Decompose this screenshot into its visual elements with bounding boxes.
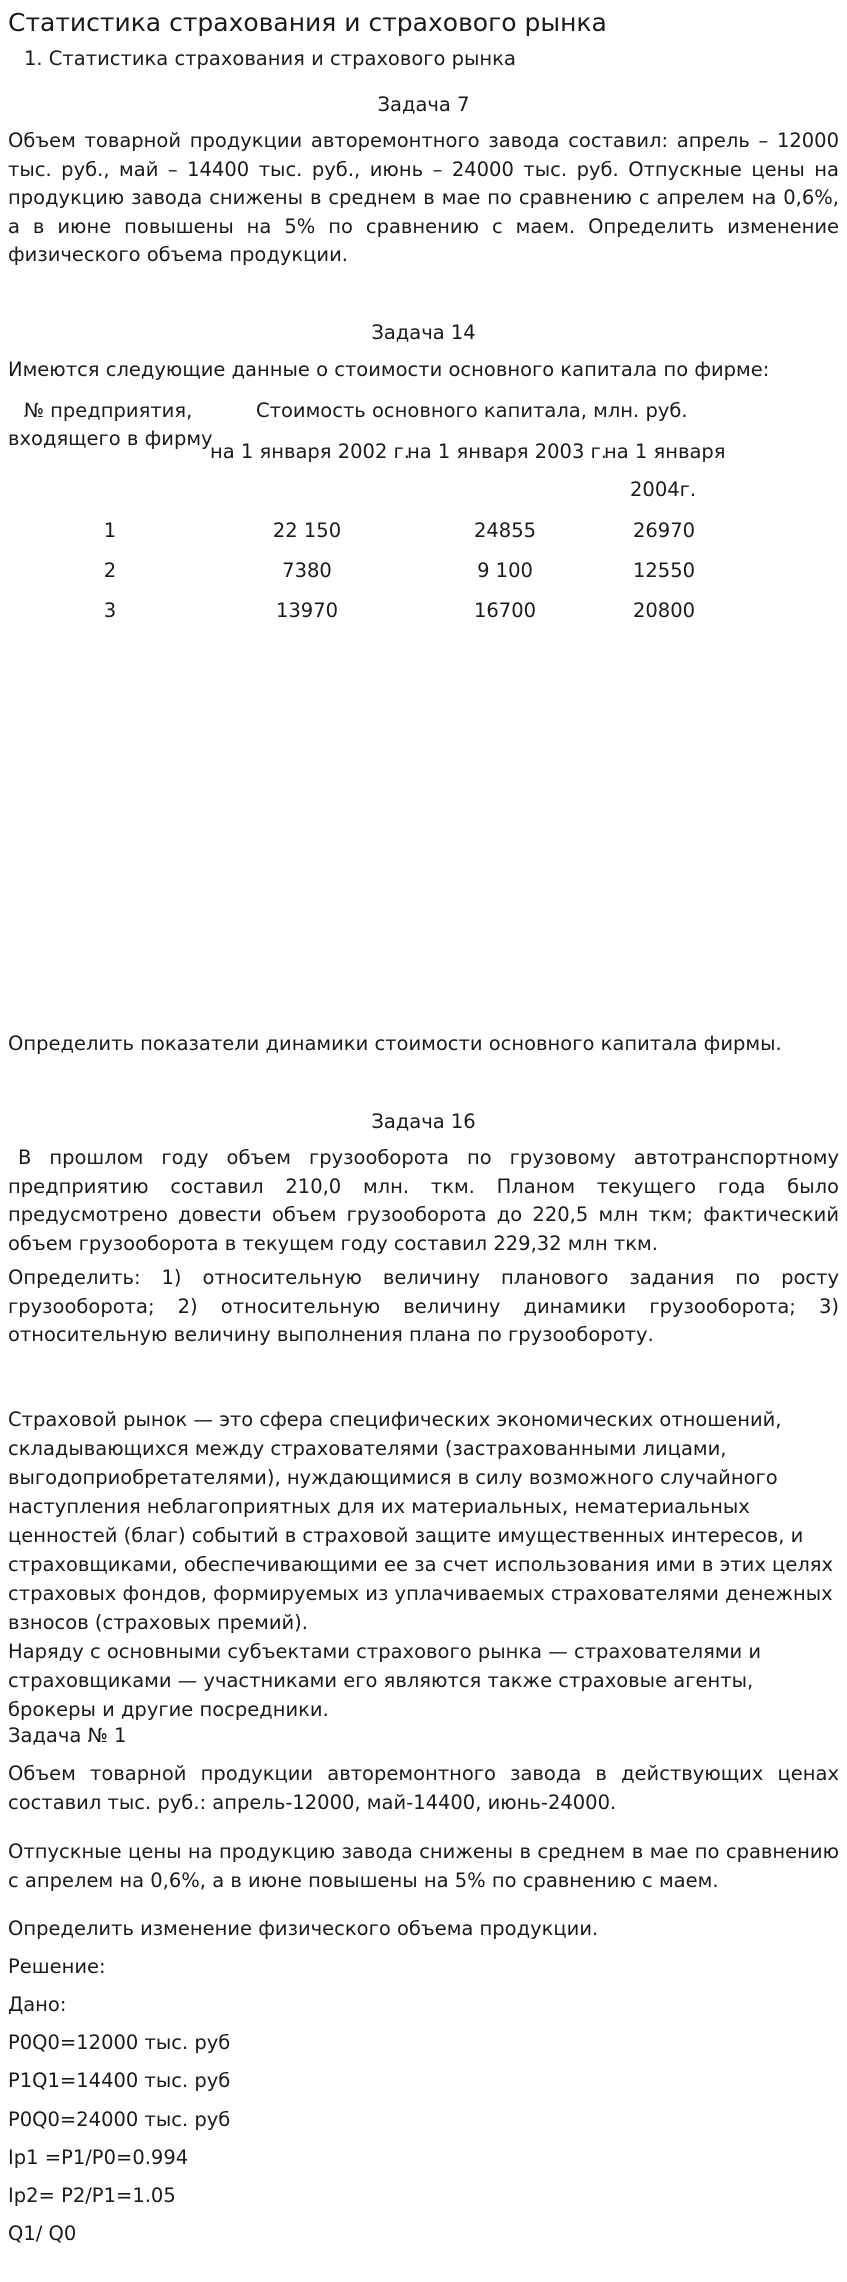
given-label: Дано:	[8, 1993, 67, 2016]
market-paragraph: Страховой рынок — это сфера специфических экономических отношений, складывающихся между страхователями (застрахованными лицами, выгодоприобретателями), нуждающимися в силу возможного случайного наступления неблагоприятных для их материальных, нематериальных ценностей (благ) событий в страховой защите имущественных интересов, и страховщиками, обеспечивающими ее за счет использования ими в этих целях страховых фондов, формируемых из уплачиваемых страхователями денежных взносов (страховых премий).	[8, 1408, 834, 1634]
table-cell: 16700	[473, 599, 537, 622]
task14-heading: Задача 14	[371, 321, 476, 344]
formula-line: P1Q1=14400 тыс. руб	[8, 2069, 231, 2092]
table-cell: 26970	[632, 519, 696, 542]
task1-heading: Задача № 1	[8, 1724, 127, 1747]
table-head-2002: на 1 января 2002 г.	[210, 440, 410, 463]
task14-question: Определить показатели динамики стоимости основного капитала фирмы.	[8, 1032, 782, 1055]
page-title: Статистика страхования и страхового рынка	[8, 8, 607, 37]
task7-heading: Задача 7	[377, 93, 470, 116]
table-head-2004-line2: 2004г.	[630, 478, 697, 501]
table-cell: 9 100	[477, 559, 533, 582]
formula-line: P0Q0=24000 тыс. руб	[8, 2108, 231, 2131]
task16-heading: Задача 16	[371, 1110, 476, 1133]
table-head-enterprise-line1: № предприятия,	[23, 399, 193, 422]
table-cell: 20800	[632, 599, 696, 622]
formula-line: P0Q0=12000 тыс. руб	[8, 2031, 231, 2054]
solution-label: Решение:	[8, 1955, 106, 1978]
table-cell: 13970	[275, 599, 339, 622]
table-cell: 24855	[473, 519, 537, 542]
table-cell: 2	[103, 559, 117, 582]
formula-line: Ip2= P2/P1=1.05	[8, 2184, 176, 2207]
table-cell: 3	[103, 599, 117, 622]
table-head-enterprise-line2: входящего в фирму	[8, 427, 213, 450]
task1-text-2: Отпускные цены на продукцию завода снижены в среднем в мае по сравнению с апрелем на 0,6%, а в июне повышены на 5% по сравнению с маем.	[8, 1840, 839, 1892]
task16-question: Определить: 1) относительную величину планового задания по росту грузооборота; 2) относительную величину динамики грузооборота; 3) относительную величину выполнения плана по грузообороту.	[8, 1266, 839, 1346]
table-head-2004-line1: на 1 января	[604, 440, 726, 463]
table-cell: 12550	[632, 559, 696, 582]
table-cell: 7380	[282, 559, 332, 582]
toc-item[interactable]: 1. Статистика страхования и страхового рынка	[24, 47, 516, 70]
task16-text: В прошлом году объем грузооборота по грузовому автотранспортному предприятию составил 210,0 млн. ткм. Планом текущего года было предусмотрено довести объем грузооборота до 220,5 млн ткм; фактический объем грузооборота в текущем году составил 229,32 млн ткм.	[8, 1146, 839, 1255]
table-head-group: Стоимость основного капитала, млн. руб.	[256, 399, 688, 422]
table-cell: 1	[103, 519, 117, 542]
market-paragraph-2: Наряду с основными субъектами страхового рынка — страхователями и страховщиками — участниками его являются также страховые агенты, брокеры и другие посредники.	[8, 1640, 762, 1721]
task1-text: Объем товарной продукции авторемонтного завода в действующих ценах составил тыс. руб.: апрель-12000, май-14400, июнь-24000.	[8, 1762, 839, 1814]
task7-text: Объем товарной продукции авторемонтного завода составил: апрель – 12000 тыс. руб., май – 14400 тыс. руб., июнь – 24000 тыс. руб. Отпускные цены на продукцию завода снижены в среднем в мае по сравнению с апрелем на 0,6%, а в июне повышены на 5% по сравнению с маем. Определить изменение физического объема продукции.	[8, 129, 839, 266]
table-head-2003: на 1 января 2003 г.	[407, 440, 607, 463]
formula-line: Ip1 =P1/P0=0.994	[8, 2146, 189, 2169]
table-cell: 22 150	[272, 519, 342, 542]
formula-line: Q1/ Q0	[8, 2222, 77, 2245]
task1-question: Определить изменение физического объема продукции.	[8, 1917, 599, 1940]
task14-intro: Имеются следующие данные о стоимости основного капитала по фирме:	[8, 358, 770, 381]
